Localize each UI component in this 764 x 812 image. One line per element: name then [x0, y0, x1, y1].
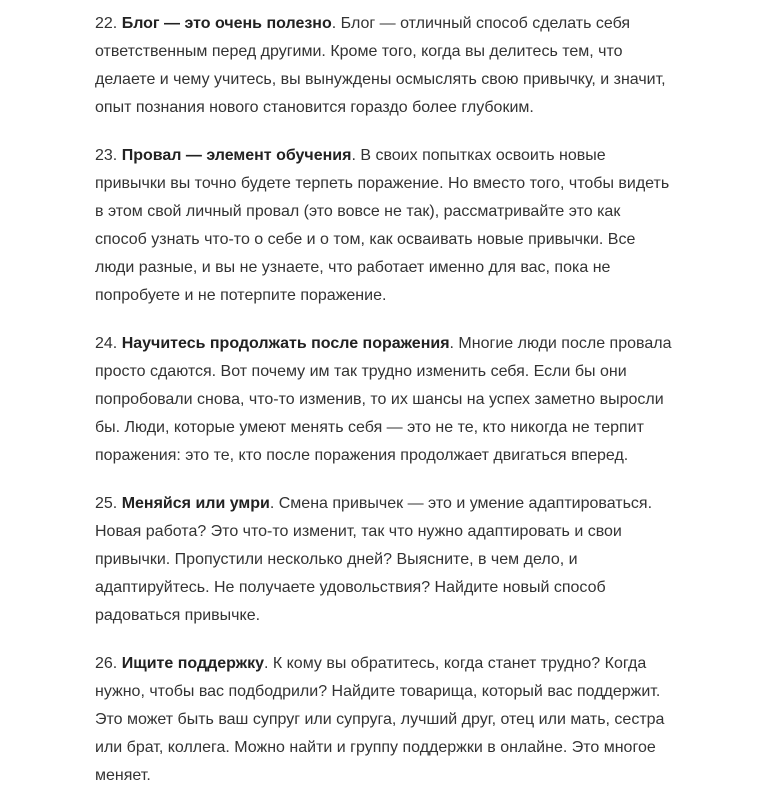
tip-number: 23.: [95, 147, 118, 164]
tip-title: Блог — это очень полезно: [121, 15, 332, 32]
tip-number: 25.: [95, 495, 118, 512]
tip-text: . Многие люди после провала просто сдаются. Вот почему им так трудно изменить себя. Если бы они попробовали снова, что-то изменив, то их шансы на успех заметно выросли бы. Люди, которые умеют менять себя — это не те, кто никогда не терпит поражения: это те, кто после поражения продолжает двигаться вперед.: [95, 335, 672, 464]
tip-title: Научитесь продолжать после поражения: [121, 335, 450, 352]
tip-text: . В своих попытках освоить новые привычки вы точно будете терпеть поражение. Но вместо того, чтобы видеть в этом свой личный провал (это вовсе не так), рассматривайте это как способ узнать что-то о себе и о том, как осваивать новые привычки. Все люди разные, и вы не узнаете, что работает именно для вас, пока не попробуете и не потерпите поражение.: [95, 147, 670, 304]
tip-24: [95, 330, 675, 470]
tip-number: 24.: [95, 335, 118, 352]
tip-number: 26.: [95, 655, 118, 672]
tip-25: [95, 490, 675, 630]
tip-title: Ищите поддержку: [121, 655, 264, 672]
tip-23: [95, 142, 675, 310]
tip-text: . Смена привычек — это и умение адаптироваться. Новая работа? Это что-то изменит, так что нужно адаптировать и свои привычки. Пропустили несколько дней? Выясните, в чем дело, и адаптируйтесь. Не получаете удовольствия? Найдите новый способ радоваться привычке.: [95, 495, 653, 624]
tip-title: Меняйся или умри: [121, 495, 270, 512]
tip-26: [95, 650, 675, 790]
tip-22: [95, 10, 675, 122]
article-body: [95, 10, 675, 810]
tip-text: . Блог — отличный способ сделать себя ответственным перед другими. Кроме того, когда вы делитесь тем, что делаете и чему учитесь, вы вынуждены осмыслять свою привычку, и значит, опыт познания нового становится гораздо более глубоким.: [95, 15, 666, 116]
tip-title: Провал — элемент обучения: [121, 147, 352, 164]
tip-text: . К кому вы обратитесь, когда станет трудно? Когда нужно, чтобы вас подбодрили? Найдите товарища, который вас поддержит. Это может быть ваш супруг или супруга, лучший друг, отец или мать, сестра или брат, коллега. Можно найти и группу поддержки в онлайне. Это многое меняет.: [95, 655, 665, 784]
tip-number: 22.: [95, 15, 118, 32]
